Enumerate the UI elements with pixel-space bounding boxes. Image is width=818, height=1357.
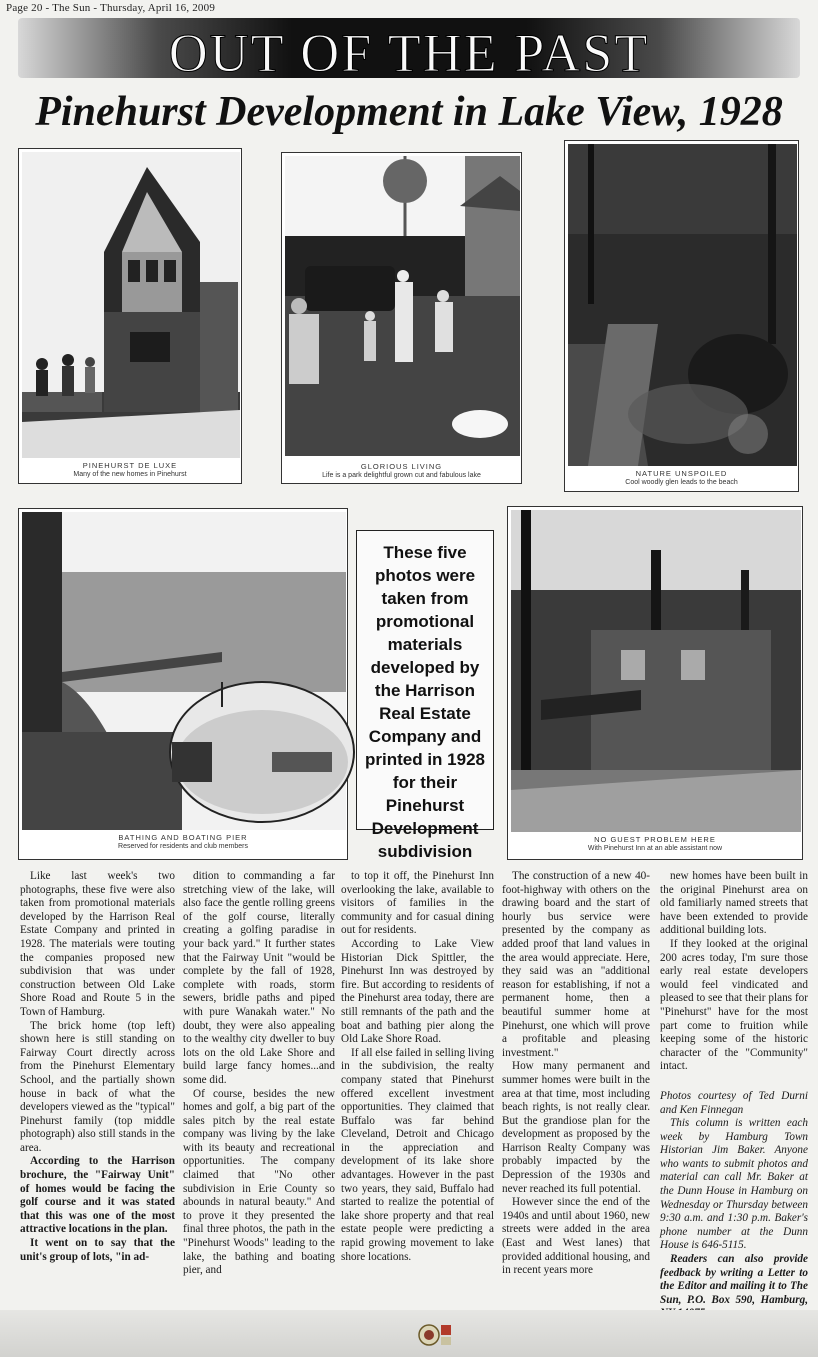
photo-caption-title: NO GUEST PROBLEM HERE (594, 835, 716, 844)
library-seal-icon (418, 1320, 452, 1350)
article-paragraph: How many permanent and summer homes were built in the area at that time, most including beach rights, is not really clear. But the grandiose plan for the development as proposed by the Harrison Realty Company was probably impacted by the Depression of the 1930s and never reached its full potential. (502, 1060, 650, 1195)
article-column-5 (660, 870, 808, 1306)
photo-caption-subtitle: Cool woodly glen leads to the beach (625, 479, 738, 486)
article-column-4 (502, 870, 650, 1290)
photo-caption-title: BATHING AND BOATING PIER (118, 833, 248, 842)
photo-caption-subtitle: With Pinehurst Inn at an able assistant now (587, 845, 723, 852)
photo-family-lawn-image (285, 156, 518, 456)
photo-brick-home (18, 148, 242, 484)
photo-brick-home-caption (19, 461, 241, 479)
article-column-3 (341, 870, 494, 1290)
article-paragraph-bold: According to the Harrison brochure, the "Fairway Unit" of homes would be facing the golf course and it was stated that this was one of the most attractive locations in the plan. (20, 1155, 175, 1236)
article-paragraph: If they looked at the original 200 acres today, I'm sure those early real estate developers would feel vindicated and pleased to see that their plans for "Pinehurst" have for the most part come to fruition while keeping some of the historic character of the "Community" intact. (660, 937, 808, 1073)
photo-wooded-path-caption (565, 469, 798, 487)
page-footer (0, 1310, 818, 1357)
photo-pinehurst-inn-caption (508, 835, 802, 853)
article-paragraph: Like last week's two photographs, these five were also taken from promotional materials developed by the Harrison Real Estate Company and printed in 1928. The materials were touting the companies proposed new subdivision that was under construction between Old Lake Shore Road and Route 5 in the Town of Hamburg. (20, 870, 175, 1018)
article-paragraph: If all else failed in selling living in the subdivision, the realty company stated that Pinehurst offered excellent investment opportunities. They claimed that Buffalo was far behind Cleveland, Detroit and Chicago in the appreciation and development of its lake shore advantages. However in the past two years, they said, Buffalo had started to realize the potential of lake shore property and that real estate people were predicting a rapid growing movement to lake shore locations. (341, 1046, 494, 1263)
photo-wooded-path-image (568, 144, 795, 466)
photo-pinehurst-inn-image (511, 510, 799, 832)
photo-credit: Photos courtesy of Ted Durni and Ken Finnegan (660, 1089, 808, 1116)
article-paragraph: dition to commanding a far stretching view of the lake, will also face the gentle rolling greens of the golf course, literally creating a golfing paradise in your back yard." It further states that the Fairway Unit "would be complete by the fall of 1928, complete with roads, storm sewers, bridle paths and piped with pure Wanakah water." No doubt, they were also appealing to the wealthy city dweller to buy lots on the old Lake Shore and build large fancy homes...and some did. (183, 870, 335, 1086)
photo-caption-title: NATURE UNSPOILED (635, 469, 728, 478)
photo-brick-home-image (22, 152, 238, 458)
article-paragraph: Of course, besides the new homes and golf, a big part of the sales pitch by the real estate company was living by the lake with its beauty and recreational opportunities. The company claimed that "No other subdivision in Erie County so abounds in natural beauty." And to prove it they presented the final three photos, the path in the "Pinehurst Woods" leading to the lake, the bathing and boating pier, and (183, 1087, 335, 1277)
photo-family-lawn-caption (282, 462, 521, 480)
photo-bathing-pier-image (22, 512, 344, 830)
article-paragraph: to top it off, the Pinehurst Inn overlooking the lake, available to visitors of families in the community and for casual dining out for residents. (341, 870, 494, 937)
photo-family-lawn (281, 152, 522, 484)
article-column-1 (20, 870, 175, 1290)
photo-bathing-pier-caption (19, 833, 347, 851)
article-paragraph: However since the end of the 1940s and until about 1960, new streets were added in the area (East and West lanes) that provided additional housing, and in recent years more (502, 1196, 650, 1277)
section-banner (18, 18, 800, 83)
photo-wooded-path (564, 140, 799, 492)
photo-callout-box: These five photos were taken from promotional materials developed by the Harrison Real Estate Company and printed in 1928 for their Pinehurst Development subdivision (356, 530, 494, 830)
photo-pinehurst-inn (507, 506, 803, 860)
photo-caption-subtitle: Many of the new homes in Pinehurst (73, 471, 187, 478)
feedback-note: Readers can also provide feedback by writing a Letter to the Editor and mailing it to The Sun, P.O. Box 590, Hamburg, (660, 1253, 808, 1306)
photo-bathing-pier (18, 508, 348, 860)
photo-caption-subtitle: Reserved for residents and club members (118, 843, 248, 850)
article-paragraph: According to Lake View Historian Dick Spittler, the Pinehurst Inn was destroyed by fire. But according to residents of the Pinehurst area today, there are still remnants of the path and the boat and bathing pier along the Old Lake Shore Road. (341, 937, 494, 1046)
photo-caption-title: PINEHURST DE LUXE (82, 461, 178, 470)
article-paragraph: The brick home (top left) shown here is still standing on Fairway Court directly across from the Pinehurst Elementary School, and the partially shown house in back of what the developers viewed as the "typical" Pinehurst family (top middle photograph) also still stands in the area. (20, 1019, 175, 1154)
photo-caption-title: GLORIOUS LIVING (360, 462, 443, 471)
photo-caption-subtitle: Life is a park delightful grown cut and fabulous lake (322, 472, 481, 479)
article-paragraph-bold: It went on to say that the unit's group of lots, "in ad- (20, 1237, 175, 1263)
page-folio: Page 20 - The Sun - Thursday, April 16, 2009 (6, 2, 216, 14)
article-headline: Pinehurst Development in Lake View, 1928 (35, 89, 783, 135)
article-column-2 (183, 870, 335, 1290)
banner-title: OUT OF THE PAST (168, 23, 650, 83)
article-paragraph: The construction of a new 40-foot-highway with others on the drawing board and the start of hourly bus service were presented by the company as added proof that land values in the area would appreciate. Here, they said was an "additional reason for establishing, if not a permanent home, then a beautiful summer home at Pinehurst, one which will prove a profitable and pleasing investment." (502, 870, 650, 1059)
column-note: This column is written each week by Hamburg Town Historian Jim Baker. Anyone who wants to submit photos and material can call Mr. Baker at the Dunn House in Hamburg on Wednesday or Thursday between 9:30 a.m. and 1:30 p.m. Baker's phone number at the Dunn House is 646-5115. (660, 1117, 808, 1252)
article-paragraph: new homes have been built in the original Pinehurst area on old familiarly named streets that have been extended to provide additional building lots. (660, 870, 808, 937)
